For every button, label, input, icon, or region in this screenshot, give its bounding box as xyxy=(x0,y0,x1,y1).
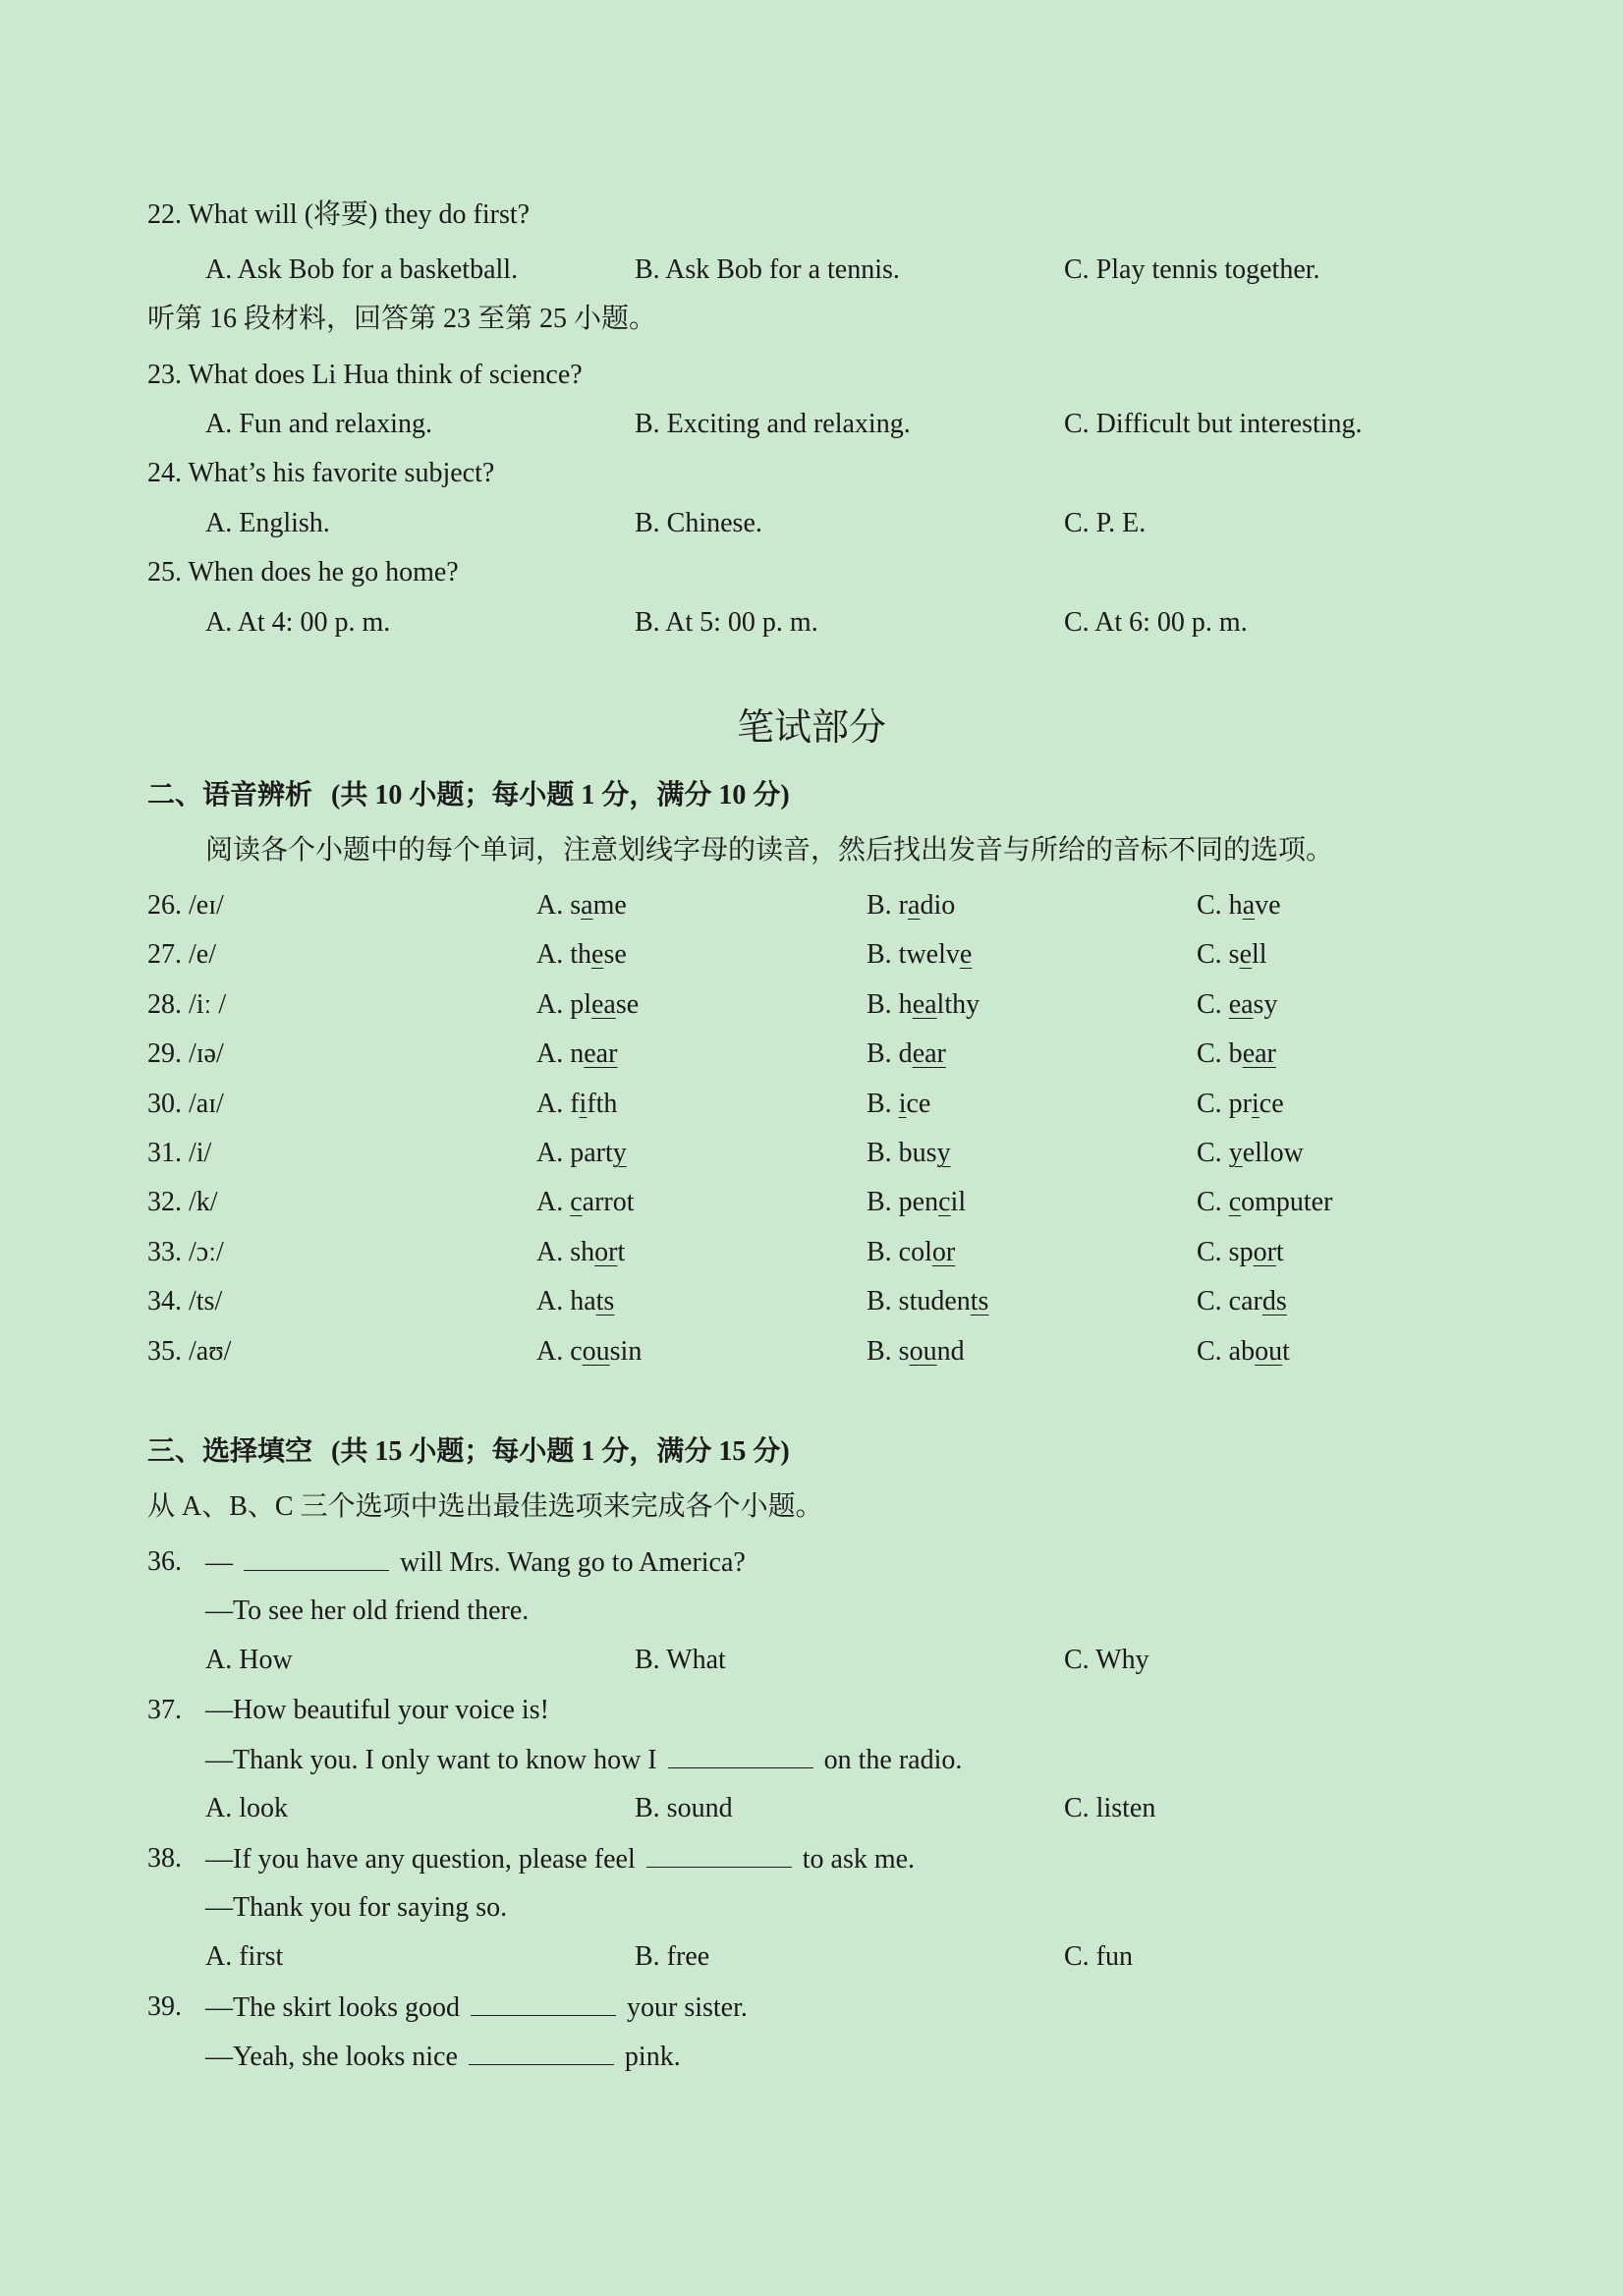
word-prefix: A. xyxy=(536,1187,571,1217)
word-prefix: A. part xyxy=(536,1138,613,1168)
underlined-letters: or xyxy=(1253,1237,1276,1267)
phonetic-option-a xyxy=(536,1136,627,1171)
word-prefix: C. h xyxy=(1197,890,1243,921)
word-prefix: A. ha xyxy=(536,1286,596,1316)
phonetic-item-number: 29. /ɪə/ xyxy=(147,1038,224,1069)
underlined-letters: ea xyxy=(591,989,616,1020)
question-22: 22. What will (将要) they do first? xyxy=(147,199,531,230)
phonetic-option-b xyxy=(867,1036,946,1072)
answer-blank xyxy=(244,1544,389,1571)
phonetic-option-b xyxy=(867,937,972,973)
word-suffix: arrot xyxy=(582,1187,635,1217)
word-prefix: A. pl xyxy=(536,989,591,1020)
underlined-letters: c xyxy=(938,1187,951,1217)
q23-option-c: C. Difficult but interesting. xyxy=(1064,409,1363,439)
word-suffix: nd xyxy=(936,1336,965,1367)
word-prefix: A. n xyxy=(536,1038,585,1069)
word-prefix: C. car xyxy=(1197,1286,1262,1316)
phonetic-option-b xyxy=(867,1334,965,1370)
word-prefix: A. sh xyxy=(536,1237,595,1267)
phonetic-item-number: 30. /aɪ/ xyxy=(147,1089,224,1119)
phonetic-option-b xyxy=(867,1284,988,1319)
phonetic-option-a xyxy=(536,888,627,924)
phonetic-option-a xyxy=(536,1334,642,1370)
q24-option-b: B. Chinese. xyxy=(635,508,762,538)
phonetic-item-number: 26. /eɪ/ xyxy=(147,890,224,921)
phonetic-option-c xyxy=(1197,937,1267,973)
word-prefix: C. pr xyxy=(1197,1089,1252,1119)
question-37-line-1: —How beautiful your voice is! xyxy=(205,1695,549,1725)
q23-option-a: A. Fun and relaxing. xyxy=(205,409,432,439)
phonetic-option-c xyxy=(1197,1284,1287,1319)
word-suffix: fth xyxy=(587,1089,618,1119)
q36-option-c: C. Why xyxy=(1064,1645,1149,1675)
underlined-letters: i xyxy=(1252,1089,1259,1119)
underlined-letters: ear xyxy=(1242,1038,1276,1069)
word-suffix: lthy xyxy=(936,989,980,1020)
q39-text-d: pink. xyxy=(617,2042,681,2072)
underlined-letters: ou xyxy=(909,1336,937,1367)
word-suffix: t xyxy=(1282,1336,1290,1367)
word-prefix: A. th xyxy=(536,939,591,970)
phonetic-item-number: 34. /ts/ xyxy=(147,1286,223,1316)
word-suffix: ellow xyxy=(1242,1138,1304,1168)
word-suffix: ll xyxy=(1252,939,1267,970)
underlined-letters: c xyxy=(1228,1187,1242,1217)
word-suffix: se xyxy=(603,939,627,970)
q37-option-b: B. sound xyxy=(635,1793,733,1823)
question-38-line-1 xyxy=(205,1841,915,1877)
phonetic-option-c xyxy=(1197,1334,1290,1370)
question-38-number: 38. xyxy=(147,1843,182,1874)
word-prefix: C. b xyxy=(1197,1038,1243,1069)
q22-option-b: B. Ask Bob for a tennis. xyxy=(635,254,900,285)
q38-option-c: C. fun xyxy=(1064,1941,1133,1972)
q36-option-b: B. What xyxy=(635,1645,726,1675)
q36-text-a: — xyxy=(205,1547,240,1578)
underlined-letters: ts xyxy=(970,1286,989,1316)
word-suffix: t xyxy=(1275,1237,1284,1267)
question-24: 24. What’s his favorite subject? xyxy=(147,458,495,488)
phonetic-option-c xyxy=(1197,1136,1304,1171)
q36-text-b: will Mrs. Wang go to America? xyxy=(393,1547,746,1578)
section-phonetics-heading xyxy=(147,778,790,813)
question-37-number: 37. xyxy=(147,1695,182,1725)
word-prefix: A. c xyxy=(536,1336,583,1367)
q23-option-b: B. Exciting and relaxing. xyxy=(635,409,911,439)
q25-option-b: B. At 5: 00 p. m. xyxy=(635,607,818,638)
word-prefix: C. xyxy=(1197,989,1229,1020)
q22-option-a: A. Ask Bob for a basketball. xyxy=(205,254,519,285)
question-39-number: 39. xyxy=(147,1991,182,2022)
phonetic-option-c xyxy=(1197,1235,1284,1270)
q39-text-c: —Yeah, she looks nice xyxy=(205,2042,465,2072)
underlined-letters: y xyxy=(936,1138,951,1168)
phonetic-option-b xyxy=(867,1136,951,1171)
q39-text-a: —The skirt looks good xyxy=(205,1992,467,2023)
word-prefix: B. studen xyxy=(867,1286,971,1316)
q22-option-c: C. Play tennis together. xyxy=(1064,254,1320,285)
phonetic-option-c xyxy=(1197,1185,1332,1220)
answer-blank xyxy=(668,1742,813,1768)
phonetic-option-a xyxy=(536,1185,635,1220)
word-suffix: me xyxy=(592,890,627,921)
phonetic-item-number: 27. /e/ xyxy=(147,939,216,970)
underlined-letters: i xyxy=(898,1089,907,1119)
phonetics-instruction: 阅读各个小题中的每个单词，注意划线字母的读音，然后找出发音与所给的音标不同的选项。 xyxy=(205,835,1334,866)
phonetic-option-c xyxy=(1197,987,1277,1023)
word-prefix: B. d xyxy=(867,1038,913,1069)
question-37-line-2 xyxy=(205,1742,962,1778)
word-prefix: B. h xyxy=(867,989,913,1020)
q24-option-a: A. English. xyxy=(205,508,330,538)
answer-blank xyxy=(646,1841,792,1868)
underlined-letters: a xyxy=(908,890,921,921)
underlined-letters: ou xyxy=(1255,1336,1283,1367)
word-suffix: omputer xyxy=(1241,1187,1333,1217)
written-part-title: 笔试部分 xyxy=(737,707,887,749)
word-suffix: ve xyxy=(1255,890,1281,921)
phonetic-option-a xyxy=(536,1284,614,1319)
choice-instruction: 从 A、B、C 三个选项中选出最佳选项来完成各个小题。 xyxy=(147,1491,823,1522)
q25-option-a: A. At 4: 00 p. m. xyxy=(205,607,391,638)
word-suffix: sin xyxy=(609,1336,643,1367)
word-prefix: A. f xyxy=(536,1089,580,1119)
word-suffix: ce xyxy=(906,1089,931,1119)
word-prefix: B. col xyxy=(867,1237,932,1267)
underlined-letters: y xyxy=(1228,1138,1243,1168)
word-prefix: B. xyxy=(867,1089,899,1119)
word-suffix: ce xyxy=(1259,1089,1284,1119)
word-prefix: A. s xyxy=(536,890,582,921)
question-39-line-1 xyxy=(205,1989,748,2026)
underlined-letters: ear xyxy=(584,1038,618,1069)
underlined-letters: c xyxy=(570,1187,583,1217)
underlined-letters: a xyxy=(581,890,593,921)
word-suffix: se xyxy=(615,989,640,1020)
question-36-line-2: —To see her old friend there. xyxy=(205,1596,530,1626)
phonetic-item-number: 35. /aʊ/ xyxy=(147,1336,232,1367)
section-phonetics-title: 二、语音辨析 xyxy=(147,780,313,811)
underlined-letters: a xyxy=(1242,890,1256,921)
phonetic-item-number: 33. /ɔː/ xyxy=(147,1237,224,1267)
question-23: 23. What does Li Hua think of science? xyxy=(147,360,583,390)
question-36-line-1 xyxy=(205,1544,746,1581)
phonetic-option-a xyxy=(536,1087,617,1122)
word-prefix: C. xyxy=(1197,1138,1229,1168)
phonetic-item-number: 31. /i/ xyxy=(147,1138,212,1168)
q36-option-a: A. How xyxy=(205,1645,293,1675)
answer-blank xyxy=(469,2039,614,2065)
word-suffix: sy xyxy=(1253,989,1278,1020)
underlined-letters: e xyxy=(959,939,973,970)
q37-option-c: C. listen xyxy=(1064,1793,1156,1823)
underlined-letters: ear xyxy=(912,1038,946,1069)
underlined-letters: e xyxy=(1239,939,1253,970)
word-prefix: B. twelv xyxy=(867,939,960,970)
phonetic-item-number: 32. /k/ xyxy=(147,1187,218,1217)
section-choice-title: 三、选择填空 xyxy=(147,1436,313,1467)
phonetic-option-a xyxy=(536,937,627,973)
word-prefix: C. xyxy=(1197,1187,1229,1217)
underlined-letters: or xyxy=(594,1237,618,1267)
word-prefix: B. s xyxy=(867,1336,910,1367)
underlined-letters: e xyxy=(591,939,604,970)
word-suffix: dio xyxy=(920,890,956,921)
underlined-letters: ea xyxy=(912,989,937,1020)
phonetic-option-b xyxy=(867,1087,930,1122)
phonetic-option-b xyxy=(867,987,979,1023)
word-prefix: B. r xyxy=(867,890,908,921)
q39-text-b: your sister. xyxy=(620,1992,748,2023)
word-prefix: B. bus xyxy=(867,1138,937,1168)
q24-option-c: C. P. E. xyxy=(1064,508,1147,538)
word-prefix: C. sp xyxy=(1197,1237,1254,1267)
phonetic-item-number: 28. /iː / xyxy=(147,989,227,1020)
underlined-letters: or xyxy=(931,1237,956,1267)
underlined-letters: ts xyxy=(595,1286,615,1316)
word-suffix: il xyxy=(950,1187,967,1217)
q38-option-a: A. first xyxy=(205,1941,284,1972)
q37-text-b: on the radio. xyxy=(816,1745,963,1775)
underlined-letters: ou xyxy=(582,1336,610,1367)
underlined-letters: y xyxy=(612,1138,627,1168)
phonetic-option-c xyxy=(1197,1036,1276,1072)
phonetic-option-c xyxy=(1197,1087,1284,1122)
question-39-line-2 xyxy=(205,2039,681,2075)
question-38-line-2: —Thank you for saying so. xyxy=(205,1892,508,1923)
word-prefix: C. ab xyxy=(1197,1336,1256,1367)
q38-text-a: —If you have any question, please feel xyxy=(205,1844,643,1875)
q37-text-a: —Thank you. I only want to know how I xyxy=(205,1745,664,1775)
question-36-number: 36. xyxy=(147,1546,182,1577)
section-phonetics-score: (共 10 小题；每小题 1 分，满分 10 分) xyxy=(331,780,790,811)
q38-text-b: to ask me. xyxy=(795,1844,916,1875)
answer-blank xyxy=(471,1989,616,2016)
word-prefix: B. pen xyxy=(867,1187,939,1217)
phonetic-option-a xyxy=(536,1235,625,1270)
listening-instruction-16: 听第 16 段材料，回答第 23 至第 25 小题。 xyxy=(147,304,657,334)
section-choice-score: (共 15 小题；每小题 1 分，满分 15 分) xyxy=(331,1436,790,1467)
phonetic-option-a xyxy=(536,987,639,1023)
section-choice-heading xyxy=(147,1434,790,1470)
q38-option-b: B. free xyxy=(635,1941,710,1972)
phonetic-option-b xyxy=(867,1235,955,1270)
underlined-letters: i xyxy=(579,1089,588,1119)
underlined-letters: ea xyxy=(1228,989,1254,1020)
phonetic-option-c xyxy=(1197,888,1281,924)
word-prefix: C. s xyxy=(1197,939,1240,970)
underlined-letters: ds xyxy=(1261,1286,1287,1316)
phonetic-option-a xyxy=(536,1036,617,1072)
phonetic-option-b xyxy=(867,1185,966,1220)
q37-option-a: A. look xyxy=(205,1793,288,1823)
question-25: 25. When does he go home? xyxy=(147,557,459,588)
word-suffix: t xyxy=(617,1237,626,1267)
phonetic-option-b xyxy=(867,888,955,924)
q25-option-c: C. At 6: 00 p. m. xyxy=(1064,607,1248,638)
